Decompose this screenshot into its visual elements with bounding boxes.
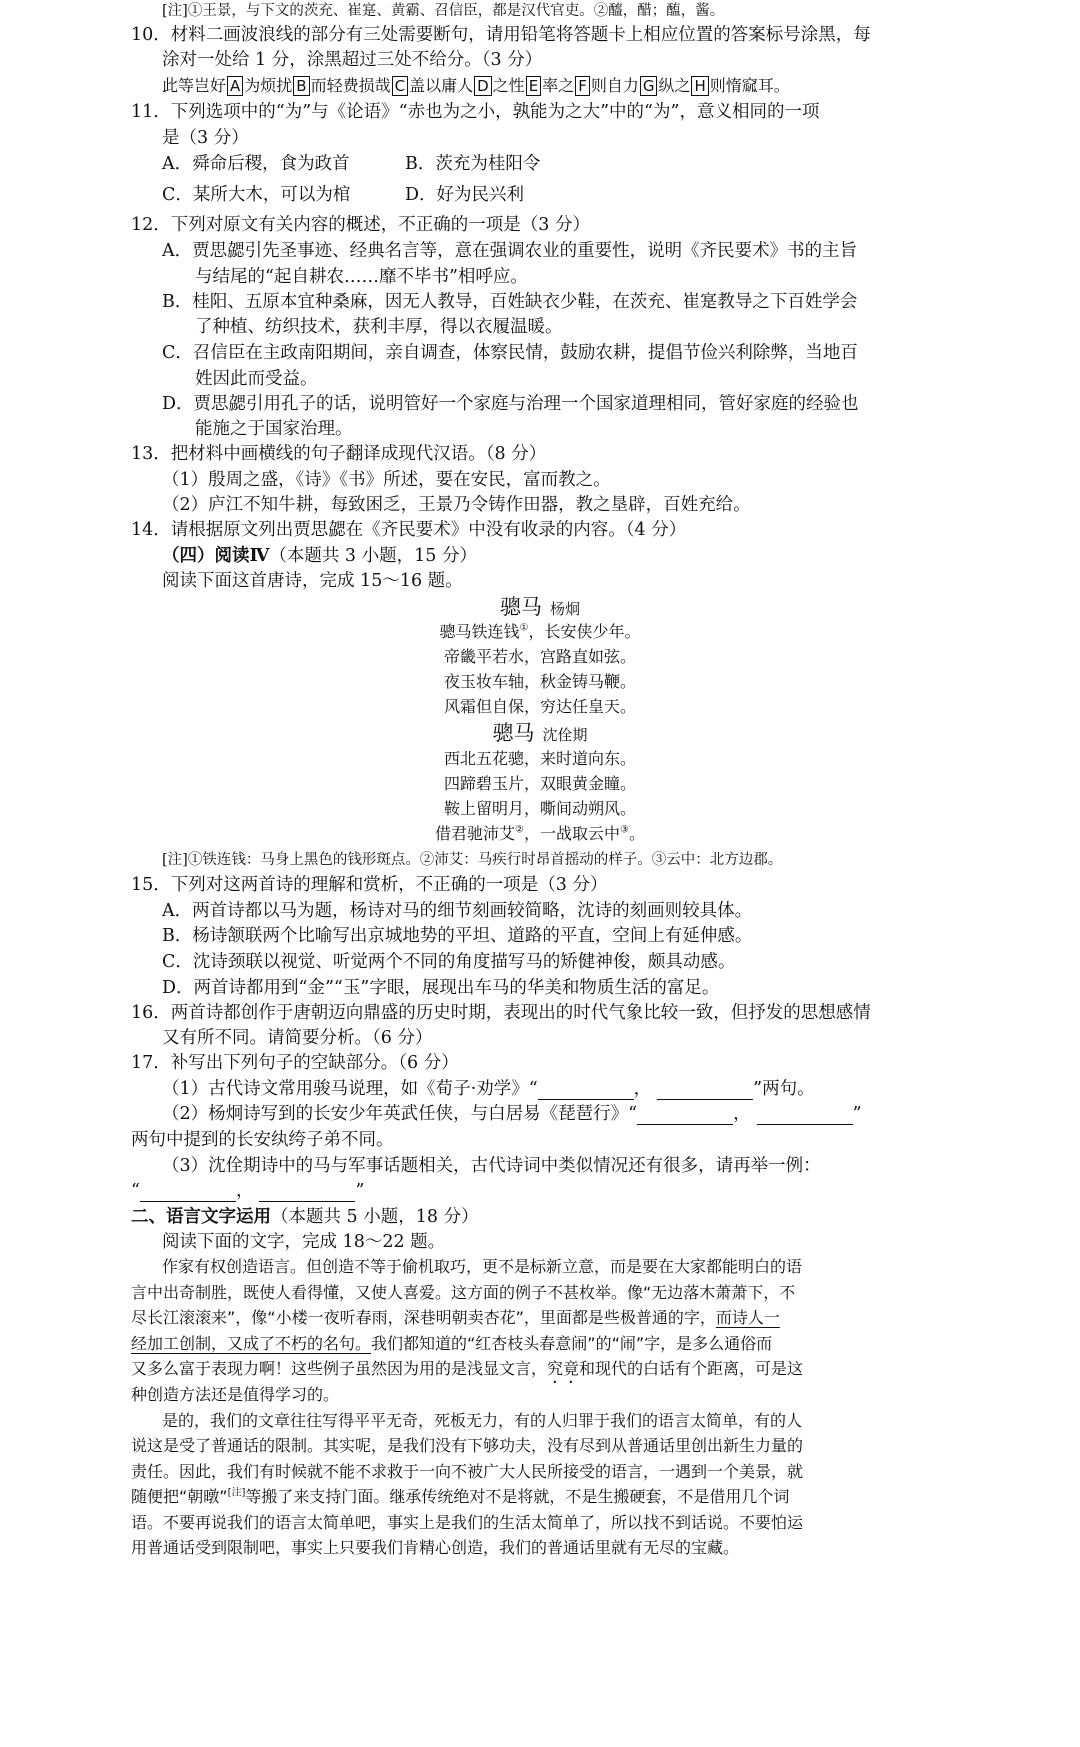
q10-box-b[interactable]: B: [293, 76, 309, 96]
passage-line: [131, 1486, 789, 1508]
q10-seg: 此等岂好: [162, 76, 227, 95]
passage-line: [131, 1333, 772, 1355]
q13-sentence-1: （1）殷周之盛，《诗》《书》所述，要在安民，富而教之。: [162, 470, 611, 490]
q15-stem: 15．下列对这两首诗的理解和赏析，不正确的一项是（3 分）: [131, 875, 608, 895]
q17-item-3: （3）沈佺期诗中的马与军事话题相关，古代诗词中类似情况还有很多，请再举一例：: [162, 1156, 821, 1176]
q17-item-3-quote: ”: [355, 1181, 365, 1201]
q10-box-d[interactable]: D: [474, 76, 492, 96]
poem1-line3: 夜玉妆车轴，秋金铸马鞭。: [443, 672, 636, 691]
poem2-line2: 四蹄碧玉片，双眼黄金瞳。: [443, 774, 636, 793]
passage-line: 言中出奇制胜，既使人看得懂，又使人喜爱。这方面的例子不甚枚举。像“无边落木萧萧下，不: [131, 1283, 796, 1302]
q15-option-a[interactable]: A．两首诗都以马为题，杨诗对马的细节刻画较简略，沈诗的刻画则较具体。: [162, 901, 753, 921]
q12-stem: 12．下列对原文有关内容的概述，不正确的一项是（3 分）: [131, 215, 590, 235]
q11-option-b[interactable]: B．茨充为桂阳令: [405, 154, 541, 174]
q16-stem-line2: 又有所不同。请简要分析。（6 分）: [162, 1028, 433, 1048]
footnote-marker: [注]: [227, 1487, 246, 1499]
passage-text: 尽长江滚滚来”，像“小楼一夜听春雨，深巷明朝卖杏花”，里面都是些极普通的字，: [131, 1308, 716, 1327]
passage-dotted-text: 究竟: [547, 1359, 580, 1378]
poem2-line4-text: 。: [628, 824, 645, 843]
q17-blank-3b[interactable]: [259, 1183, 355, 1202]
passage-line: 语。不要再说我们的语言太简单吧，事实上是我们的生活太简单了，所以找不到话说。不要怕运: [131, 1513, 804, 1532]
q11-option-d[interactable]: D．好为民兴利: [405, 185, 525, 205]
poem2-title: 骢马: [492, 721, 535, 745]
q12-option-d-line2: 能施之于国家治理。: [195, 419, 353, 439]
q10-seg: 则自力: [590, 76, 639, 95]
passage-text: 等搬了来支持门面。继承传统绝对不是将就，不是生搬硬套，不是借用几个词: [245, 1487, 790, 1506]
poem1-heading: [0, 596, 1080, 620]
q17-item-3-blanks: [131, 1180, 364, 1202]
q17-blank-1b[interactable]: [657, 1081, 753, 1100]
part-2-info: （本题共 5 小题，18 分）: [271, 1207, 479, 1227]
poem1-line1-text: 骢马铁连钱: [439, 622, 520, 641]
poem-note: [注]①铁连钱：马身上黑色的钱形斑点。②沛艾：马疾行时昂首摇动的样子。③云中：北方边郡。: [162, 852, 783, 868]
q11-stem-line1: 11．下列选项中的“为”与《论语》“赤也为之小，孰能为之大”中的“为”，意义相同的一项: [131, 102, 820, 122]
part-2-intro: 阅读下面的文字，完成 18～22 题。: [162, 1232, 446, 1252]
q10-seg: 则惰窳耳。: [709, 76, 790, 95]
passage-line: 是的，我们的文章往往写得平平无奇，死板无力，有的人归罪于我们的语言太简单，有的人: [162, 1411, 803, 1430]
poem1-line1: [0, 621, 1080, 643]
q10-seg: 纵之: [658, 76, 691, 95]
poem1-line2: 帝畿平若水，宫路直如弦。: [443, 647, 636, 666]
q10-seg: 之性: [492, 76, 525, 95]
q17-blank-1a[interactable]: [538, 1081, 634, 1100]
q17-item-2-comma: ，: [733, 1104, 751, 1124]
q10-sentence: [162, 75, 790, 97]
q10-box-f[interactable]: F: [575, 76, 590, 96]
poem2-line4: [0, 823, 1080, 845]
passage-underlined-text: 经加工创制，又成了不朽的名句。: [131, 1334, 372, 1353]
footnote-marker: ①: [519, 622, 529, 634]
q14-stem: 14．请根据原文列出贾思勰在《齐民要术》中没有收录的内容。（4 分）: [131, 520, 687, 540]
q12-option-b-line1[interactable]: B．桂阳、五原本宜种桑麻，因无人教导，百姓缺衣少鞋，在茨充、崔寔教导之下百姓学会: [162, 292, 858, 312]
q10-stem-line1: 10．材料二画波浪线的部分有三处需要断句，请用铅笔将答题卡上相应位置的答案标号涂黑，每: [131, 25, 871, 45]
q17-item-2-text: ”: [852, 1104, 862, 1124]
q12-option-d-line1[interactable]: D．贾思勰引用孔子的话，说明管好一个家庭与治理一个国家道理相同，管好家庭的经验也: [162, 394, 859, 414]
q10-seg: 而轻费损哉: [310, 76, 391, 95]
q17-item-1-text: ”两句。: [753, 1079, 815, 1099]
passage-text: 我们都知道的“红杏枝头春意闹”的“闹”字，是多么通俗而: [371, 1334, 773, 1353]
passage-line: 责任。因此，我们有时候就不能不求救于一向不被广大人民所接受的语言，一遇到一个美景，就: [131, 1462, 804, 1481]
q12-option-c-line1[interactable]: C．召信臣在主政南阳期间，亲自调查，体察民情，鼓励农耕，提倡节俭兴利除弊，当地百: [162, 343, 858, 363]
section-4-title: （四）阅读Ⅳ: [162, 546, 270, 566]
q10-seg: 为烦扰: [244, 76, 293, 95]
q16-stem-line1: 16．两首诗都创作于唐朝迈向鼎盛的历史时期，表现出的时代气象比较一致，但抒发的思想感情: [131, 1003, 871, 1023]
q10-box-h[interactable]: H: [691, 76, 708, 96]
passage-underlined-text: 而诗人一: [715, 1308, 780, 1327]
q15-option-b[interactable]: B．杨诗颔联两个比喻写出京城地势的平坦、道路的平直，空间上有延伸感。: [162, 926, 753, 946]
part-2-title: 二、语言文字运用: [131, 1207, 271, 1227]
passage-line: [131, 1307, 780, 1329]
q10-seg: 率之: [542, 76, 575, 95]
q11-option-a[interactable]: A．舜命后稷，食为政首: [162, 154, 350, 174]
q12-option-a-line1[interactable]: A．贾思勰引先圣事迹、经典名言等，意在强调农业的重要性，说明《齐民要术》书的主旨: [162, 241, 858, 261]
passage-text: 随便把“朝暾”: [131, 1487, 228, 1506]
passage-line: 种创造方法还是值得学习的。: [131, 1385, 340, 1404]
passage-text: 又多么富于表现力啊！这些例子虽然因为用的是浅显文言，: [131, 1359, 548, 1378]
poem2-heading: [0, 722, 1080, 746]
passage-line: 作家有权创造语言。但创造不等于偷机取巧，更不是标新立意，而是要在大家都能明白的语: [162, 1257, 803, 1276]
q15-option-c[interactable]: C．沈诗颈联以视觉、听觉两个不同的角度描写马的矫健神俊，颇具动感。: [162, 952, 736, 972]
q17-item-1-text: （1）古代诗文常用骏马说理，如《荀子·劝学》“: [162, 1079, 538, 1099]
q12-option-c-line2: 姓因此而受益。: [195, 369, 318, 389]
q11-option-c[interactable]: C．某所大木，可以为棺: [162, 185, 351, 205]
q17-item-3-quote: “: [131, 1181, 140, 1201]
q17-blank-2a[interactable]: [637, 1106, 733, 1125]
q15-option-d[interactable]: D．两首诗都用到“金”“玉”字眼，展现出车马的华美和物质生活的富足。: [162, 978, 720, 998]
poem2-line1: 西北五花骢，来时道向东。: [443, 749, 636, 768]
q17-blank-2b[interactable]: [757, 1106, 853, 1125]
poem1-line1-text: ，长安侠少年。: [528, 622, 641, 641]
poem1-line4: 风霜但自保，穷达任皇天。: [443, 697, 636, 716]
poem2-author: 沈佺期: [542, 726, 588, 744]
poem2-line3: 鞍上留明月，嘶间动朔风。: [443, 799, 636, 818]
passage-line: 用普通话受到限制吧，事实上只要我们肯精心创造，我们的普通话里就有无尽的宝藏。: [131, 1538, 740, 1557]
q17-item-2: [162, 1103, 862, 1125]
q17-item-1-comma: ，: [633, 1079, 652, 1099]
q17-blank-3a[interactable]: [140, 1183, 236, 1202]
q13-stem: 13．把材料中画横线的句子翻译成现代汉语。（8 分）: [131, 444, 547, 464]
q17-item-2-text: （2）杨炯诗写到的长安少年英武任侠，与白居易《琵琶行》“: [162, 1104, 638, 1124]
poem1-author: 杨炯: [549, 600, 580, 618]
footnote-marker: ②: [515, 824, 524, 836]
poem2-line4-text: ，一战取云中: [523, 824, 620, 843]
part-2-heading: [131, 1206, 479, 1228]
poem2-line4-text: 借君驰沛艾: [435, 824, 516, 843]
q17-item-2-cont: 两句中提到的长安纨绔子弟不同。: [131, 1130, 394, 1150]
q10-box-e[interactable]: E: [526, 76, 541, 96]
q11-stem-line2: 是（3 分）: [162, 128, 249, 148]
section-4-heading: [162, 545, 477, 567]
q10-stem-line2: 涂对一处给 1 分，涂黑超过三处不给分。（3 分）: [162, 50, 543, 70]
q10-box-g[interactable]: G: [640, 76, 658, 96]
passage-line: [131, 1358, 803, 1387]
q17-item-3-comma: ，: [235, 1181, 254, 1201]
top-note: [注]①王景，与下文的茨充、崔寔、黄霸、召信臣，都是汉代官吏。②醯，醋；醢，酱。: [162, 3, 725, 19]
passage-line: 说这是受了普通话的限制。其实呢，是我们没有下够功夫，没有尽到从普通话里创出新生力量的: [131, 1436, 804, 1455]
q12-option-a-line2: 与结尾的“起自耕农……靡不毕书”相呼应。: [195, 267, 528, 287]
q13-sentence-2: （2）庐江不知牛耕，每致困乏，王景乃令铸作田器，教之垦辟，百姓充给。: [162, 495, 751, 515]
section-4-info: （本题共 3 小题，15 分）: [269, 546, 477, 566]
poem1-title: 骢马: [499, 595, 542, 619]
q10-box-a[interactable]: A: [227, 76, 243, 96]
q17-item-1: [162, 1078, 815, 1100]
passage-text: 和现代的白话有个距离，可是这: [579, 1359, 804, 1378]
q12-option-b-line2: 了种植、纺织技术，获利丰厚，得以衣履温暖。: [195, 317, 563, 337]
footnote-marker: ③: [620, 824, 629, 836]
q10-seg: 盖以庸人: [409, 76, 474, 95]
q10-box-c[interactable]: C: [392, 76, 408, 96]
q17-stem: 17．补写出下列句子的空缺部分。（6 分）: [131, 1053, 459, 1073]
section-4-intro: 阅读下面这首唐诗，完成 15～16 题。: [162, 571, 463, 591]
